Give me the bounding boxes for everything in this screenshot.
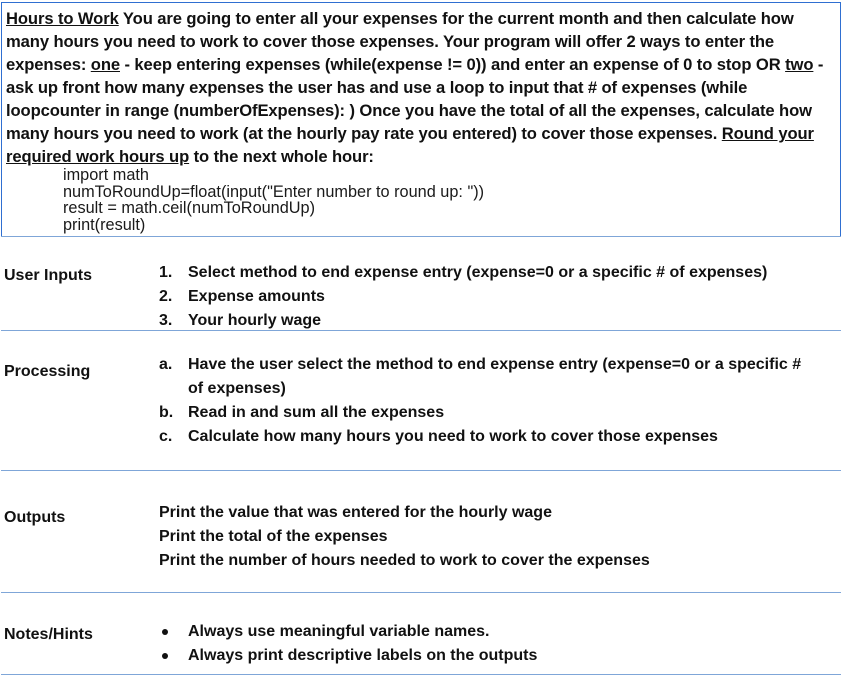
list-marker: 3. bbox=[159, 312, 173, 329]
round-up-instruction: Round your required work hours up bbox=[6, 124, 814, 166]
assignment-title: Hours to Work bbox=[6, 9, 119, 28]
option-one-label: one bbox=[90, 55, 120, 74]
list-item-text: Always print descriptive labels on the outputs bbox=[188, 647, 538, 664]
list-marker: 1. bbox=[159, 264, 173, 281]
list-marker: a. bbox=[159, 356, 173, 373]
list-item-text: Always use meaningful variable names. bbox=[188, 623, 490, 640]
code-line-4: print(result) bbox=[63, 215, 146, 234]
outputs-list bbox=[159, 501, 650, 573]
list-item-text: Read in and sum all the expenses bbox=[188, 404, 445, 421]
list-marker: c. bbox=[159, 428, 173, 445]
user-inputs-label: User Inputs bbox=[4, 267, 93, 284]
processing-row bbox=[1, 330, 841, 470]
notes-label: Notes/Hints bbox=[4, 626, 93, 643]
option-two-label: two bbox=[785, 55, 814, 74]
code-example bbox=[63, 167, 484, 233]
desc-text-3: - ask up front how many expenses the user has and use a loop to input that # of expenses (while loopcounter in range (numberOfExpenses): ) Once you have the total of all the expenses, calculate how many hours you need to work (at the hourly pay rate you entered) to cover those expenses. bbox=[6, 55, 824, 143]
code-line-1: import math bbox=[63, 166, 149, 184]
notes-row bbox=[1, 592, 841, 674]
output-line: Print the total of the expenses bbox=[159, 528, 388, 545]
description-box bbox=[1, 2, 841, 236]
desc-text-4: to the next whole hour: bbox=[189, 147, 374, 166]
output-line: Print the number of hours needed to work to cover the expenses bbox=[159, 552, 650, 569]
list-item-text: Select method to end expense entry (expense=0 or a specific # of expenses) bbox=[188, 264, 768, 281]
list-item-text: Calculate how many hours you need to work to cover those expenses bbox=[188, 428, 718, 445]
list-item-text: Expense amounts bbox=[188, 288, 325, 305]
output-line: Print the value that was entered for the hourly wage bbox=[159, 504, 552, 521]
assignment-description bbox=[6, 7, 840, 168]
outputs-row bbox=[1, 470, 841, 592]
bullet-icon bbox=[162, 653, 168, 659]
code-line-2: numToRoundUp=float(input("Enter number to round up: ")) bbox=[63, 182, 485, 201]
bullet-icon bbox=[162, 629, 168, 635]
desc-text-2: - keep entering expenses (while(expense != 0)) and enter an expense of 0 to stop OR bbox=[119, 55, 786, 74]
desc-text-1: You are going to enter all your expenses for the current month and then calculate how many hours you need to work to cover those expenses. Your program will offer 2 ways to enter the expenses: bbox=[6, 9, 794, 74]
list-item-text: Have the user select the method to end expense entry (expense=0 or a specific # bbox=[188, 356, 802, 373]
list-item-text: Your hourly wage bbox=[188, 312, 322, 329]
outputs-label: Outputs bbox=[4, 509, 66, 526]
processing-label: Processing bbox=[4, 363, 91, 380]
list-marker: b. bbox=[159, 404, 174, 421]
table-bottom-border bbox=[1, 674, 841, 675]
user-inputs-row bbox=[1, 236, 841, 330]
list-item-text: of expenses) bbox=[188, 380, 286, 397]
list-marker: 2. bbox=[159, 288, 173, 305]
code-line-3: result = math.ceil(numToRoundUp) bbox=[63, 199, 316, 217]
